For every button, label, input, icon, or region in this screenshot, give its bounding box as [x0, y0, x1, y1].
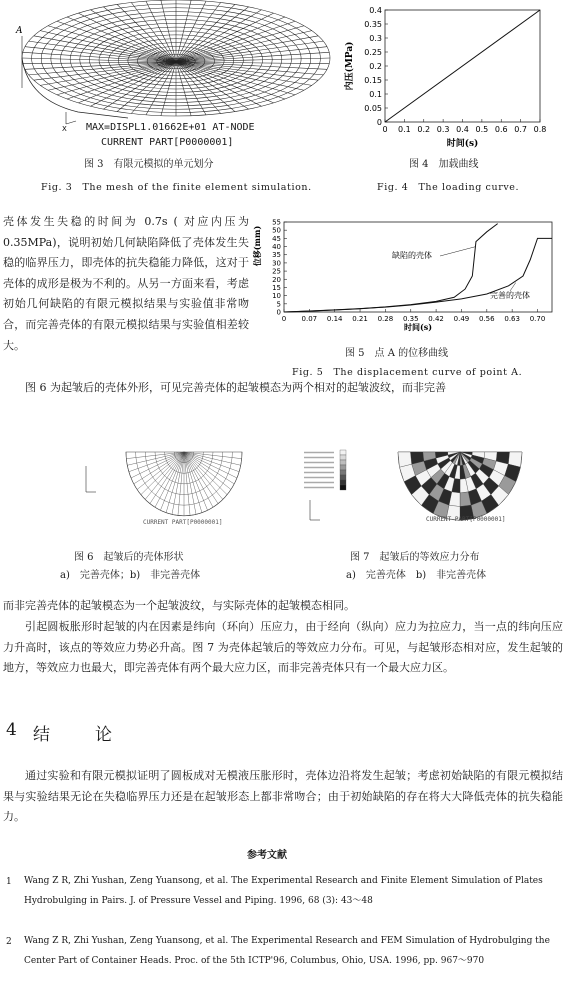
- fig4-y-tick-label: 0.15: [364, 76, 382, 85]
- mesh-spoke: [78, 13, 176, 62]
- fig5-x-axis-label: 时间(s): [403, 322, 433, 332]
- section-title: 结 论: [33, 725, 126, 745]
- fig7-legend-swatch: [340, 485, 346, 490]
- fig4-series-line: [385, 10, 540, 122]
- fig5-y-tick-label: 15: [272, 283, 281, 292]
- fig5-x-tick-label: 0.63: [504, 315, 520, 323]
- fig4-x-tick-label: 0.5: [475, 125, 489, 134]
- fig5-y-tick-label: 20: [272, 275, 281, 284]
- fig5-y-tick-label: 55: [272, 218, 281, 227]
- fig5-x-tick-label: 0.21: [352, 315, 368, 323]
- fig5-series-line-2: [284, 238, 552, 312]
- references-heading: 参考文献: [247, 850, 287, 861]
- fig4-x-tick-label: 0.3: [436, 125, 450, 134]
- fig3-label-a: A: [16, 26, 23, 36]
- fig5-chart: [252, 216, 566, 338]
- fig5-x-tick-label: 0.28: [377, 315, 394, 323]
- fig5-y-tick-label: 25: [272, 267, 281, 276]
- fig5-y-tick-label: 50: [272, 226, 281, 235]
- fig3-current-part: CURRENT PART[P0000001]: [101, 137, 234, 148]
- fig5-y-tick-label: 35: [272, 251, 281, 260]
- fig4-chart: [340, 0, 562, 152]
- fig5-y-tick-label: 40: [272, 243, 281, 252]
- fig5-title: 图 5 点 A 的位移曲线: [345, 348, 449, 359]
- fig5-series-line-1: [284, 224, 498, 312]
- fig4-x-tick-label: 0.1: [398, 125, 411, 134]
- fig4-y-tick-label: 0.2: [369, 62, 382, 71]
- fig3-title-en: Fig. 3 The mesh of the finite element simulation.: [41, 182, 312, 193]
- fig5-y-tick-label: 30: [272, 259, 281, 268]
- fig4-x-axis-label: 时间(s): [446, 139, 479, 149]
- fig4-x-tick-label: 0.2: [417, 125, 431, 134]
- paragraph-5: 通过实验和有限元模拟证明了圆板成对无模液压胀形时，壳体边沿将发生起皱；考虑初始缺陷的有限元模拟结果与实验结果无论在失稳临界压力还是在起皱形态上都非常吻合；由于初始缺陷的存在将大大降低壳体的抗失稳能力。: [3, 769, 563, 824]
- fig7-legend-swatch: [340, 475, 346, 480]
- mesh-spoke: [176, 62, 235, 112]
- fig3-title: 图 3 有限元模拟的单元划分: [84, 159, 214, 170]
- fig4-y-tick-label: 0.3: [369, 34, 382, 43]
- fig4-y-tick-label: 0.35: [364, 20, 382, 29]
- fig4-x-tick-label: 0: [382, 125, 388, 134]
- fig4-y-tick-label: 0.25: [364, 48, 382, 57]
- fig4-x-tick-label: 0.6: [494, 125, 508, 134]
- fig7-legend-swatch: [340, 460, 346, 465]
- mesh-spoke: [176, 52, 329, 62]
- fig6-subtitle: a) 完善壳体；b) 非完善壳体: [60, 570, 201, 581]
- paragraph-4: 引起圆板胀形时起皱的内在因素是纬向（环向）压应力，由于经向（纵向）应力为拉应力，当一点的纬向压应力升高时，该点的等效应力势必升高。图 7 为壳体起皱后的等效应力分布。可见，与起皱形态相对应，发生起皱的地方，等效应力也最大，即完善壳体有两个最大应力区，而非完善壳体只有一个最大应力区。: [3, 620, 563, 675]
- reference-2-number: 2: [6, 937, 12, 947]
- fig5-x-tick-label: 0.42: [428, 315, 444, 323]
- fig4-y-tick-label: 0.4: [369, 6, 382, 15]
- mesh-spoke: [117, 62, 176, 112]
- fig4-y-tick-label: 0.05: [364, 104, 382, 113]
- fig3-label-x: X: [62, 125, 67, 133]
- section-number: 4: [6, 720, 31, 740]
- fig5-leader-defect: [440, 247, 476, 256]
- fig5-y-tick-label: 5: [276, 300, 281, 309]
- fig5-x-tick-label: 0.56: [479, 315, 495, 323]
- fig3-max-disp: MAX=DISPL1.01662E+01 AT-NODE: [86, 122, 255, 133]
- fig7-title: 图 7 起皱后的等效应力分布: [350, 552, 480, 563]
- fig7-legend-swatch: [340, 450, 346, 455]
- fig5-x-tick-label: 0.07: [301, 315, 318, 323]
- mesh-spoke: [23, 52, 176, 62]
- fig5-title-en: Fig. 5 The displacement curve of point A.: [292, 367, 523, 378]
- paragraph-3: 而非完善壳体的起皱模态为一个起皱波纹，与实际壳体的起皱模态相同。: [3, 599, 355, 612]
- fig3-mesh: [8, 0, 338, 140]
- paragraph-1: 壳体发生失稳的时间为 0.7s ( 对应内压为 0.35MPa)，说明初始几何缺陷降低了壳体发生失稳的临界压力，即壳体的抗失稳能力降低，这对于壳体的成形是极为不利的。从另一方面来看，考虑初始几何缺陷的有限元模拟结果与实验值非常吻合，而完善壳体的有限元模拟结果与实验值相差较大。: [3, 215, 249, 352]
- fig5-x-tick-label: 0.14: [326, 315, 343, 323]
- fig7-legend-swatch: [340, 465, 346, 470]
- mesh-spoke: [176, 13, 274, 62]
- fig7-stress: [300, 448, 540, 538]
- fig5-y-tick-label: 45: [272, 234, 281, 243]
- fig5-x-tick-label: 0.49: [453, 315, 470, 323]
- fig5-x-tick-label: 0.70: [529, 315, 546, 323]
- fig7-legend-swatch: [340, 480, 346, 485]
- fig4-title-en: Fig. 4 The loading curve.: [377, 182, 520, 193]
- fig5-x-tick-label: 0: [281, 315, 287, 323]
- fig6-title: 图 6 起皱后的壳体形状: [74, 552, 184, 563]
- fig5-y-tick-label: 0: [276, 308, 281, 317]
- fig5-y-tick-label: 10: [272, 292, 281, 301]
- fig5-y-axis-label: 位移(mm): [252, 225, 262, 267]
- fig5-series-label-defect: 缺陷的壳体: [392, 251, 432, 260]
- reference-2-text: Wang Z R, Zhi Yushan, Zeng Yuansong, et al. The Experimental Research and FEM Simulation of Hydrobulging the Center Part of Container Heads. Proc. of the 5th ICTP'96, Columbus, Ohio, USA. 1996, pp. 967～970: [24, 936, 550, 966]
- paragraph-2: 图 6 为起皱后的壳体外形，可见完善壳体的起皱模态为两个相对的起皱波纹，而非完善: [25, 381, 446, 394]
- fig4-y-tick-label: 0.1: [369, 90, 382, 99]
- reference-1-text: Wang Z R, Zhi Yushan, Zeng Yuansong, et al. The Experimental Research and Finite Element Simulation of Plates Hydrobulging in Pairs. J. of Pressure Vessel and Piping. 1996, 68 (3): 43～48: [24, 876, 543, 906]
- reference-1-number: 1: [6, 877, 12, 887]
- fig7-legend-swatch: [340, 470, 346, 475]
- fig4-y-tick-label: 0: [376, 118, 382, 127]
- fig4-title: 图 4 加载曲线: [409, 159, 479, 170]
- fig5-series-label-perfect: 完善的壳体: [490, 291, 530, 300]
- fig7-current-part: CURRENT PART[P0000001]: [426, 516, 506, 523]
- fig4-x-tick-label: 0.8: [533, 125, 547, 134]
- fig4-x-tick-label: 0.7: [514, 125, 527, 134]
- fig4-x-tick-label: 0.4: [456, 125, 469, 134]
- fig4-y-axis-label: 内压(MPa): [345, 41, 355, 91]
- fig7-legend-swatch: [340, 455, 346, 460]
- fig6-current-part: CURRENT PART[P0000001]: [143, 519, 223, 526]
- fig5-x-tick-label: 0.35: [402, 315, 419, 323]
- fig7-subtitle: a) 完善壳体 b) 非完善壳体: [346, 570, 487, 581]
